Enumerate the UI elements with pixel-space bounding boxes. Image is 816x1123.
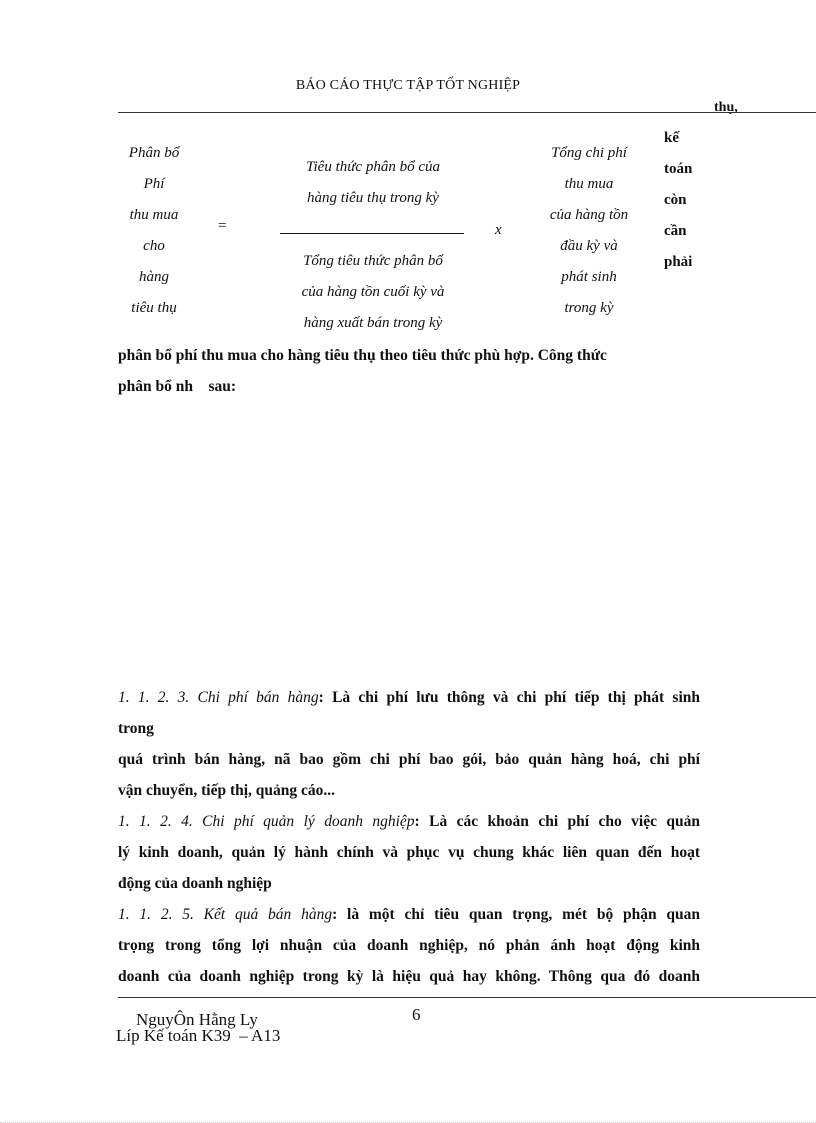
paragraph-line: phân bổ nh sau:	[118, 378, 237, 395]
intro-paragraph	[118, 340, 700, 402]
side-word: phải	[664, 254, 693, 270]
section-line: vận chuyển, tiếp thị, quảng cáo...	[118, 782, 336, 799]
header-divider	[118, 112, 816, 113]
formula-lhs-line: Phân bổ	[128, 145, 180, 161]
formula-lhs-line: cho	[143, 238, 165, 254]
sections-body	[118, 682, 700, 992]
section-text: : Là các khoản chi phí cho việc quản	[414, 813, 700, 830]
section-line: lý kinh doanh, quản lý hành chính và phục vụ chung khác liên quan đến hoạt	[118, 844, 700, 861]
formula-denominator-line: Tổng tiêu thức phân bổ	[303, 253, 443, 269]
section-heading: 1. 1. 2. 3. Chi phí bán hàng	[118, 689, 319, 706]
formula-denominator-line: hàng xuất bán trong kỳ	[303, 315, 443, 331]
section-heading: 1. 1. 2. 5. Kết quả bán hàng	[118, 906, 333, 923]
section-line: quá trình bán hàng, nã bao gồm chi phí bao gói, bảo quản hàng hoá, chi phí	[118, 751, 700, 768]
side-words-column	[664, 123, 704, 278]
formula-rhs-line: trong kỳ	[564, 300, 614, 316]
footer-author: NguyÔn Hằng Ly	[136, 1010, 258, 1029]
section-line	[118, 806, 700, 837]
footer-class: Líp Kế toán K39 – A13	[116, 1026, 281, 1045]
section-line: trọng trong tổng lợi nhuận của doanh nghiệp, nó phản ánh hoạt động kinh	[118, 937, 700, 954]
side-word: cần	[664, 223, 687, 239]
section-text: : là một chỉ tiêu quan trọng, mét bộ phận quan	[332, 906, 701, 923]
section-line: doanh của doanh nghiệp trong kỳ là hiệu quả hay không. Thông qua đó doanh	[118, 968, 700, 985]
side-word: còn	[664, 192, 687, 208]
footer-divider	[118, 997, 816, 998]
formula-numerator-line: hàng tiêu thụ trong kỳ	[307, 190, 439, 206]
paragraph-line: phân bổ phí thu mua cho hàng tiêu thụ theo tiêu thức phù hợp. Công thức	[118, 347, 607, 364]
formula-multiply-sign: x	[495, 222, 502, 238]
fraction-bar	[280, 233, 464, 234]
section-line	[118, 682, 700, 713]
formula-equals-sign: =	[218, 218, 227, 234]
formula-lhs-line: tiêu thụ	[131, 300, 177, 316]
formula-denominator	[268, 246, 478, 339]
report-header-title: BÁO CÁO THỰC TẬP TỐT NGHIỆP	[295, 78, 521, 93]
formula-right-side	[528, 138, 650, 324]
formula-rhs-line: đầu kỳ và	[560, 238, 618, 254]
formula-denominator-line: của hàng tồn cuối kỳ và	[301, 284, 445, 300]
formula-rhs-line: thu mua	[564, 176, 614, 192]
formula-rhs-line: phát sinh	[561, 269, 617, 285]
page-number: 6	[412, 1005, 421, 1024]
section-line: động của doanh nghiệp	[118, 875, 272, 892]
section-text: : Là chi phí lưu thông và chi phí tiếp thị phát sinh	[318, 689, 700, 706]
header-corner-text: thụ,	[714, 100, 738, 115]
section-line	[118, 899, 700, 930]
formula-lhs-line: thu mua	[129, 207, 179, 223]
formula-left-side	[108, 138, 200, 324]
formula-lhs-line: Phí	[143, 176, 165, 192]
formula-numerator	[268, 152, 478, 214]
formula-rhs-line: của hàng tồn	[549, 207, 629, 223]
section-line: trong	[118, 720, 154, 737]
side-word: toán	[664, 161, 693, 177]
formula-lhs-line: hàng	[139, 269, 169, 285]
formula-rhs-line: Tổng chi phí	[551, 145, 627, 161]
section-heading: 1. 1. 2. 4. Chi phí quản lý doanh nghiệp	[118, 813, 415, 830]
formula-numerator-line: Tiêu thức phân bổ của	[305, 159, 440, 175]
side-word: kế	[664, 130, 679, 146]
